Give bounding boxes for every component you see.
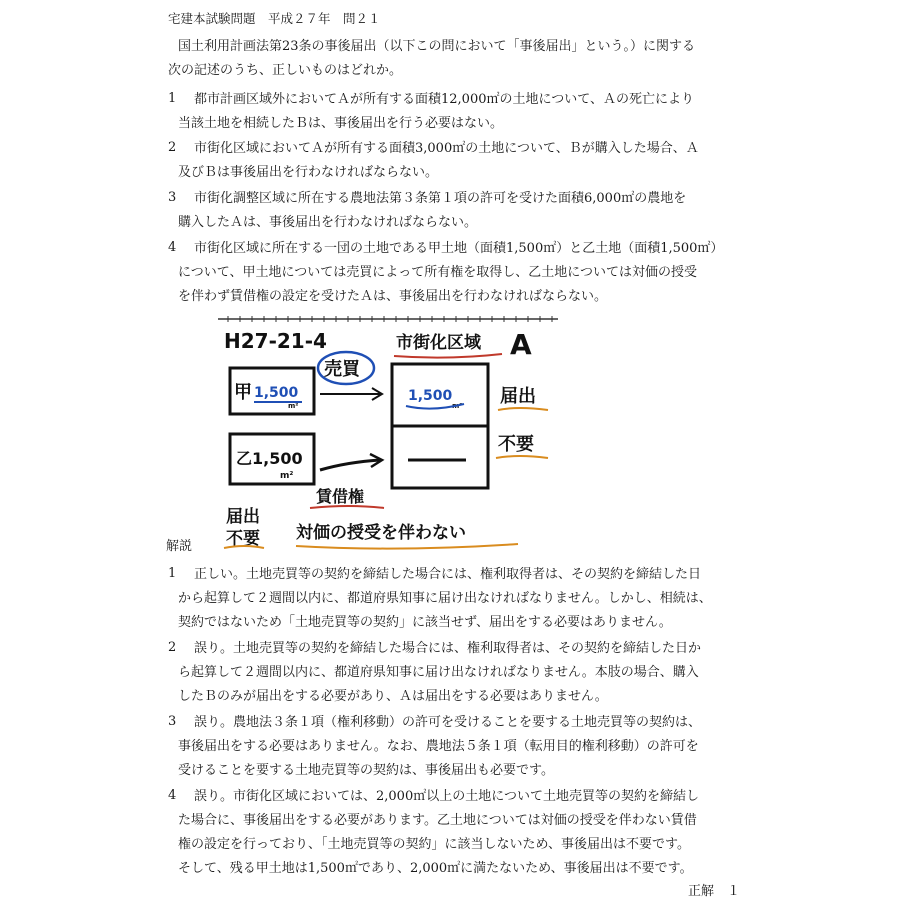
otsu-area: 乙1,500: [236, 449, 303, 468]
commentary-line: 誤り。農地法３条１項（権利移動）の許可を受けることを要する土地売買等の契約は、: [194, 715, 702, 730]
commentary-line: 正しい。土地売買等の契約を締結した場合には、権利取得者は、その契約を締結した日: [194, 567, 702, 582]
baibai-label: 売買: [324, 359, 360, 380]
choice-line: 購入したＡは、事後届出を行わなければならない。: [178, 215, 478, 230]
choice-number: 1: [168, 91, 177, 106]
fuyou-underline: [496, 456, 548, 458]
choice-line: 当該土地を相続したＢは、事後届出を行う必要はない。: [178, 116, 504, 131]
chinshakuken-label: 賃借権: [316, 487, 365, 506]
koh-unit: m²: [288, 402, 299, 410]
acquired-box-lower: [392, 426, 488, 488]
commentary-line: したＢのみが届出をする必要があり、Ａは届出をする必要はありません。: [178, 689, 608, 704]
sketch-note: 対価の授受を伴わない: [296, 523, 466, 543]
commentary-line: ら起算して２週間以内に、都道府県知事に届け出なければなりません。本肢の場合、購入: [178, 665, 699, 680]
commentary-heading: 解説: [166, 539, 193, 554]
sketch-code: H27-21-4: [224, 329, 327, 353]
commentary-number: 2: [168, 640, 177, 655]
box-area: 1,500: [408, 388, 453, 404]
todokede-underline: [498, 408, 548, 410]
todokede-label: 届出: [500, 386, 536, 407]
handwritten-sketch: [218, 316, 558, 554]
commentary-line: 権の設定を行っており、「土地売買等の契約」に該当しないため、事後届出は不要です。: [178, 837, 690, 852]
area-title-underline: [394, 354, 502, 358]
choice-line: 市街化区域においてＡが所有する面積3,000㎡の土地について、Ｂが購入した場合、Ａ: [194, 141, 699, 156]
commentary-number: 4: [168, 788, 177, 803]
sketch-person: A: [510, 328, 532, 361]
choice-line: 市街化区域に所在する一団の土地である甲土地（面積1,500㎡）と乙土地（面積1,500㎡）: [194, 241, 724, 256]
question-intro-line-2: 次の記述のうち、正しいものはどれか。: [168, 63, 403, 78]
koh-area: 1,500: [254, 385, 299, 401]
exam-header: 宅建本試験問題 平成２７年 問２１: [168, 11, 381, 26]
answer-label: 正解 １: [688, 884, 741, 899]
choice-line: 及びＢは事後届出を行わなければならない。: [178, 165, 439, 180]
sketch-note-underline: [296, 544, 518, 549]
choice-line: 市街化調整区域に所在する農地法第３条第１項の許可を受けた面積6,000㎡の農地を: [194, 191, 687, 206]
commentary-line: 誤り。市街化区域においては、2,000㎡以上の土地について土地売買等の契約を締結し: [194, 789, 699, 804]
commentary-number: 1: [168, 566, 177, 581]
choice-number: 4: [168, 240, 177, 255]
chinshaku-arrow-line: [320, 460, 380, 470]
commentary-number: 3: [168, 714, 177, 729]
commentary-line: 受けることを要する土地売買等の契約は、事後届出も必要です。: [178, 763, 554, 778]
choice-number: 3: [168, 190, 177, 205]
fuyou-label: 不要: [498, 434, 534, 455]
sketch-area-title: 市街化区域: [396, 333, 481, 353]
commentary-line: から起算して２週間以内に、都道府県知事に届け出なければなりません。しかし、相続は、: [178, 591, 712, 606]
commentary-line: 誤り。土地売買等の契約を締結した場合には、権利取得者は、その契約を締結した日か: [194, 641, 702, 656]
chinshakuken-underline: [310, 506, 384, 508]
choice-line: 都市計画区域外においてＡが所有する面積12,000㎡の土地について、Ａの死亡により: [194, 92, 694, 107]
commentary-line: た場合に、事後届出をする必要があります。乙土地については対価の授受を伴わない賃借: [178, 813, 697, 828]
box-unit: m²: [452, 402, 463, 410]
choice-line: について、甲土地については売買によって所有権を取得し、乙土地については対価の授受: [178, 265, 697, 280]
koh-label: 甲: [234, 382, 252, 403]
commentary-line: 事後届出をする必要はありません。なお、農地法５条１項（転用目的権利移動）の許可を: [178, 739, 699, 754]
question-intro-line-1: 国土利用計画法第23条の事後届出（以下この問において「事後届出」という。）に関する: [178, 39, 696, 54]
commentary-line: そして、残る甲土地は1,500㎡であり、2,000㎡に満たないため、事後届出は不要です。: [178, 861, 693, 876]
left-fuyou-label: 不要: [226, 529, 260, 549]
choice-number: 2: [168, 140, 177, 155]
otsu-unit: m²: [280, 471, 294, 481]
left-todokede-label: 届出: [226, 507, 260, 527]
commentary-line: 契約ではないため「土地売買等の契約」に該当せず、届出をする必要はありません。: [178, 615, 672, 630]
choice-line: を伴わず賃借権の設定を受けたＡは、事後届出を行わなければならない。: [178, 289, 608, 304]
